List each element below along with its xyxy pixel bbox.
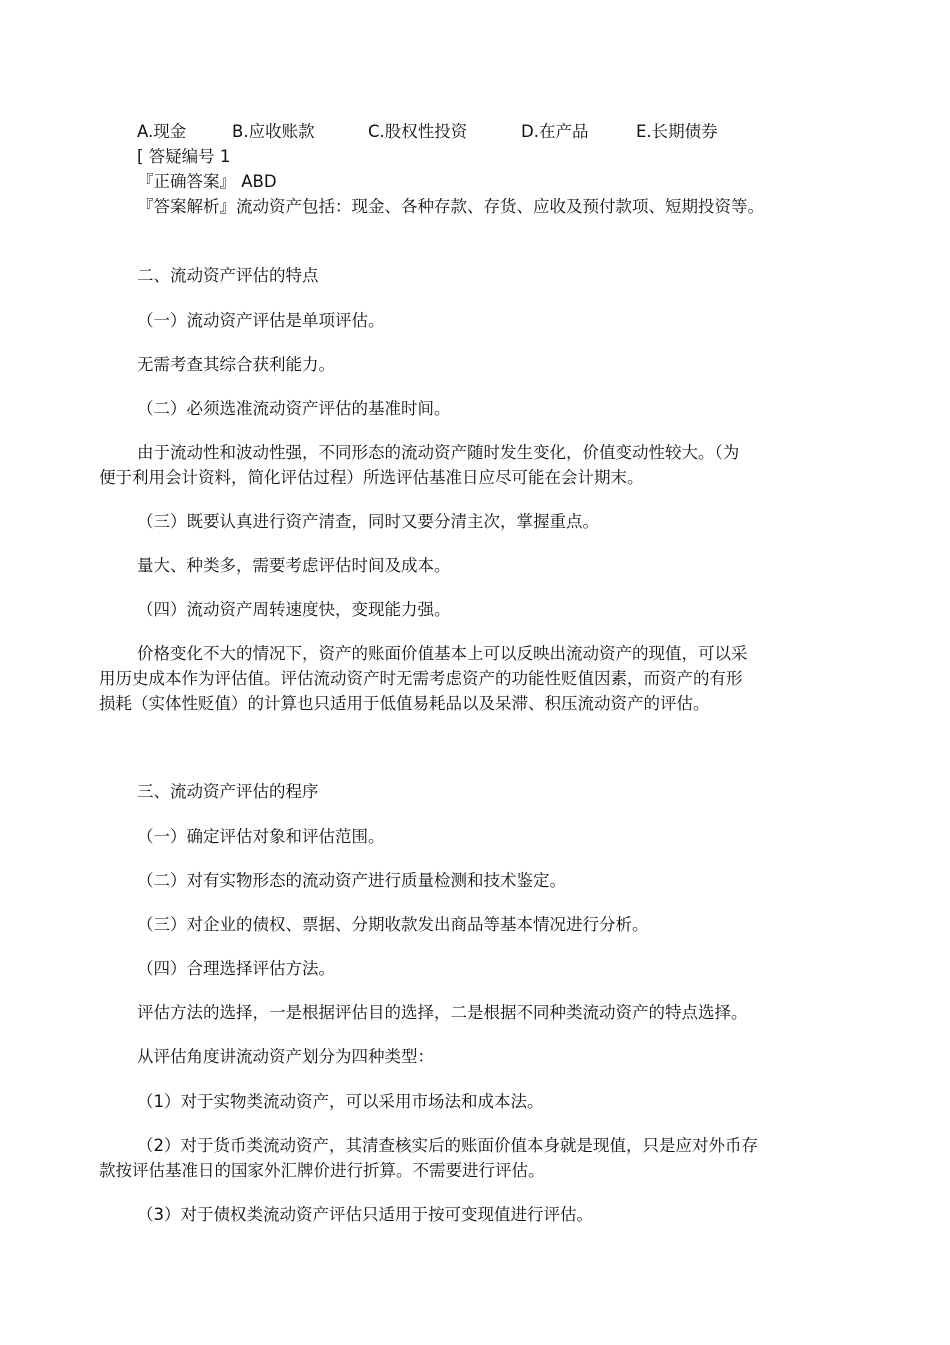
section2-item4-text-2: 用历史成本作为评估值。评估流动资产时无需考虑资产的功能性贬值因素，而资产的有形 (99, 669, 743, 688)
section3-type3: （3）对于债权类流动资产评估只适用于按可变现值进行评估。 (137, 1205, 593, 1224)
section2-item3-text: 量大、种类多，需要考虑评估时间及成本。 (137, 556, 451, 575)
option-c: C.股权性投资 (368, 122, 468, 141)
section2-item4-text-3: 损耗（实体性贬值）的计算也只适用于低值易耗品以及呆滞、积压流动资产的评估。 (99, 694, 710, 713)
correct-answer: 『正确答案』 ABD (137, 172, 277, 191)
section3-para1: 评估方法的选择，一是根据评估目的选择，二是根据不同种类流动资产的特点选择。 (137, 1003, 748, 1022)
question-number: [ 答疑编号 1 (137, 147, 231, 166)
section3-item4: （四）合理选择评估方法。 (137, 959, 335, 978)
section2-item4-text-1: 价格变化不大的情况下，资产的账面价值基本上可以反映出流动资产的现值，可以采 (137, 644, 748, 663)
section2-item4: （四）流动资产周转速度快，变现能力强。 (137, 600, 451, 619)
section2-item1: （一）流动资产评估是单项评估。 (137, 311, 385, 330)
option-d: D.在产品 (521, 122, 589, 141)
section2-item2: （二）必须选准流动资产评估的基准时间。 (137, 399, 451, 418)
option-e: E.长期债券 (636, 122, 718, 141)
section2-item1-text: 无需考查其综合获利能力。 (137, 355, 335, 374)
option-a: A.现金 (137, 122, 187, 141)
section3-para2: 从评估角度讲流动资产划分为四种类型： (137, 1047, 434, 1066)
section2-heading: 二、流动资产评估的特点 (137, 266, 319, 285)
section3-type2-1: （2）对于货币类流动资产，其清查核实后的账面价值本身就是现值，只是应对外币存 (137, 1136, 758, 1155)
section2-item2-text-2: 便于利用会计资料，简化评估过程）所选评估基准日应尽可能在会计期末。 (99, 468, 644, 487)
section3-item1: （一）确定评估对象和评估范围。 (137, 827, 385, 846)
section2-item2-text-1: 由于流动性和波动性强，不同形态的流动资产随时发生变化，价值变动性较大。（为 (137, 443, 740, 462)
section3-type1: （1）对于实物类流动资产，可以采用市场法和成本法。 (137, 1092, 544, 1111)
option-b: B.应收账款 (232, 122, 315, 141)
section2-item3: （三）既要认真进行资产清查，同时又要分清主次，掌握重点。 (137, 512, 599, 531)
section3-item3: （三）对企业的债权、票据、分期收款发出商品等基本情况进行分析。 (137, 915, 649, 934)
section3-type2-2: 款按评估基准日的国家外汇牌价进行折算。不需要进行评估。 (99, 1161, 545, 1180)
answer-analysis: 『答案解析』流动资产包括：现金、各种存款、存货、应收及预付款项、短期投资等。 (137, 197, 764, 216)
section3-item2: （二）对有实物形态的流动资产进行质量检测和技术鉴定。 (137, 871, 566, 890)
section3-heading: 三、流动资产评估的程序 (137, 782, 319, 801)
